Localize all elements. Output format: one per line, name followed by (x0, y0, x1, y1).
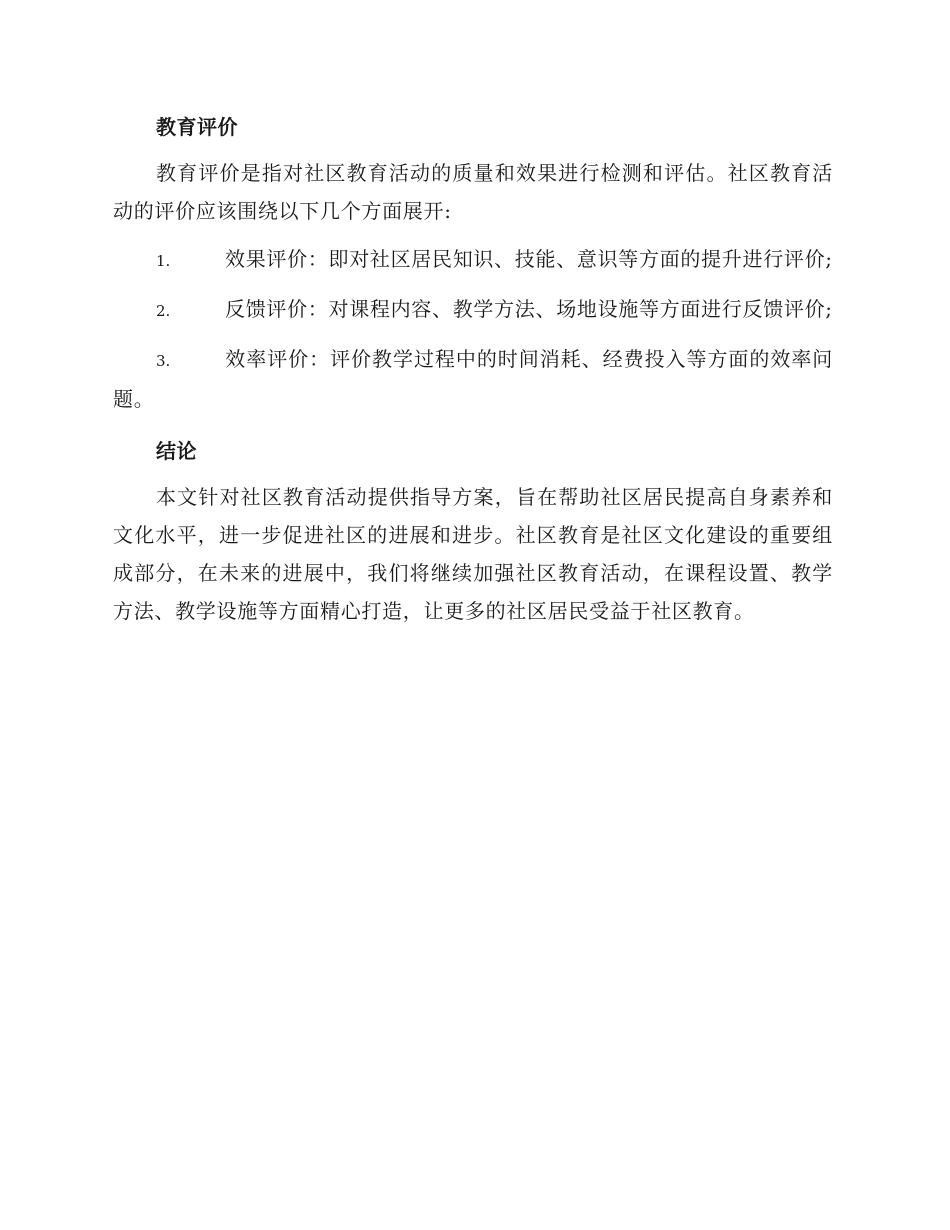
list-item-text: 效率评价：评价教学过程中的时间消耗、经费投入等方面的效率问题。 (113, 347, 833, 411)
list-item-number: 1. (156, 252, 171, 270)
conclusion-paragraph: 本文针对社区教育活动提供指导方案，旨在帮助社区居民提高自身素养和文化水平，进一步促进社区的进展和进步。社区教育是社区文化建设的重要组成部分，在未来的进展中，我们将继续加强社区教育活动，在课程设置、教学方法、教学设施等方面精心打造，让更多的社区居民受益于社区教育。 (113, 485, 833, 623)
list-item (113, 240, 833, 280)
section-heading-conclusion: 结论 (156, 439, 197, 463)
list-item-text: 反馈评价：对课程内容、教学方法、场地设施等方面进行反馈评价; (225, 297, 833, 321)
list-item-number: 2. (156, 302, 171, 320)
list-item (113, 290, 833, 330)
evaluation-intro-paragraph: 教育评价是指对社区教育活动的质量和效果进行检测和评估。社区教育活动的评价应该围绕以下几个方面展开: (113, 161, 833, 223)
section-heading-evaluation: 教育评价 (156, 115, 238, 139)
list-item (113, 340, 833, 418)
list-item-number: 3. (156, 352, 171, 370)
list-item-text: 效果评价：即对社区居民知识、技能、意识等方面的提升进行评价; (225, 247, 833, 271)
document-page (113, 108, 833, 640)
